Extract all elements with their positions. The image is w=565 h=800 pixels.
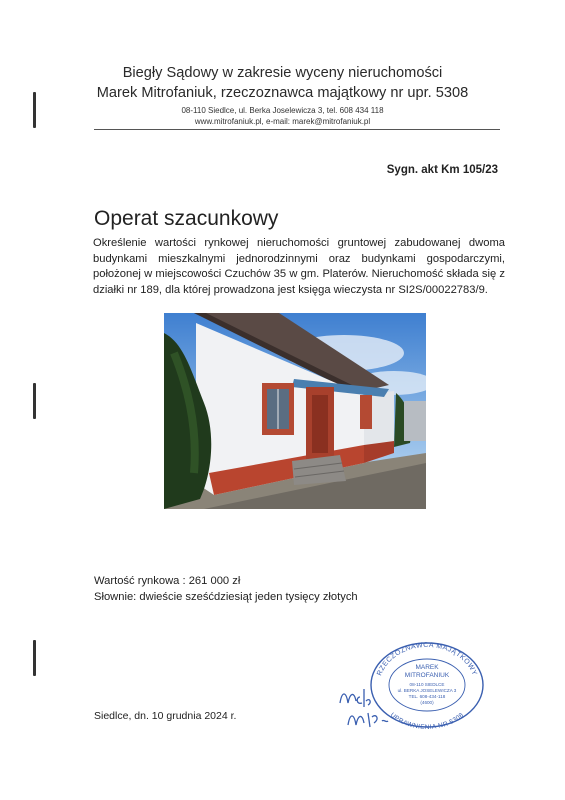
letterhead <box>60 63 505 127</box>
stamp-address-2: ul. BERKA JOSELEWICZA 3 <box>397 688 457 693</box>
stamp-code: (4600) <box>420 700 434 705</box>
document-title: Operat szacunkowy <box>94 207 279 230</box>
stamp-name-1: MAREK <box>415 664 439 671</box>
punch-hole-bottom <box>33 640 36 676</box>
value-in-words: Słownie: dwieście sześćdziesiąt jeden tysięcy złotych <box>94 591 358 603</box>
punch-hole-middle <box>33 383 36 419</box>
house-photo <box>164 313 426 509</box>
svg-text:UPRAWNIENIA NR 5308 <box>389 712 466 729</box>
letterhead-divider <box>94 129 500 130</box>
letterhead-line1: Biegły Sądowy w zakresie wyceny nieruchomości <box>122 65 443 81</box>
stamp-ring-bottom: UPRAWNIENIA NR 5308 <box>388 711 466 729</box>
case-reference: Sygn. akt Km 105/23 <box>386 164 498 176</box>
stamp-address-1: 08-110 SIEDLCE <box>409 682 445 687</box>
letterhead-line2: Marek Mitrofaniuk, rzeczoznawca majątkowy nr upr. 5308 <box>96 85 469 101</box>
punch-hole-top <box>33 92 36 128</box>
stamp-phone: TEL. 608-434-118 <box>408 694 446 699</box>
stamp-seal <box>367 637 487 729</box>
market-value: Wartość rynkowa : 261 000 zł <box>94 575 241 587</box>
property-description: Określenie wartości rynkowej nieruchomości gruntowej zabudowanej dwoma budynkami mieszkalnymi jednorodzinnymi oraz budynkami gospodarczymi, położonej w miejscowości Czuchów 35 w gm. Platerów. Nieruchomość składa się z działki nr 189, dla której prowadzona jest księga wieczysta nr SI2S/00022783/9. <box>93 237 505 296</box>
letterhead-contact: www.mitrofaniuk.pl, e-mail: marek@mitrofaniuk.pl <box>194 117 371 126</box>
letterhead-address: 08-110 Siedlce, ul. Berka Joselewicza 3, tel. 608 434 118 <box>181 106 384 115</box>
valuation-block <box>94 573 358 605</box>
stamp-name-2: MITROFANIUK <box>404 672 450 679</box>
place-and-date: Siedlce, dn. 10 grudnia 2024 r. <box>94 710 237 722</box>
stamp-ring-top: RZECZOZNAWCA MAJĄTKOWY <box>376 641 478 677</box>
